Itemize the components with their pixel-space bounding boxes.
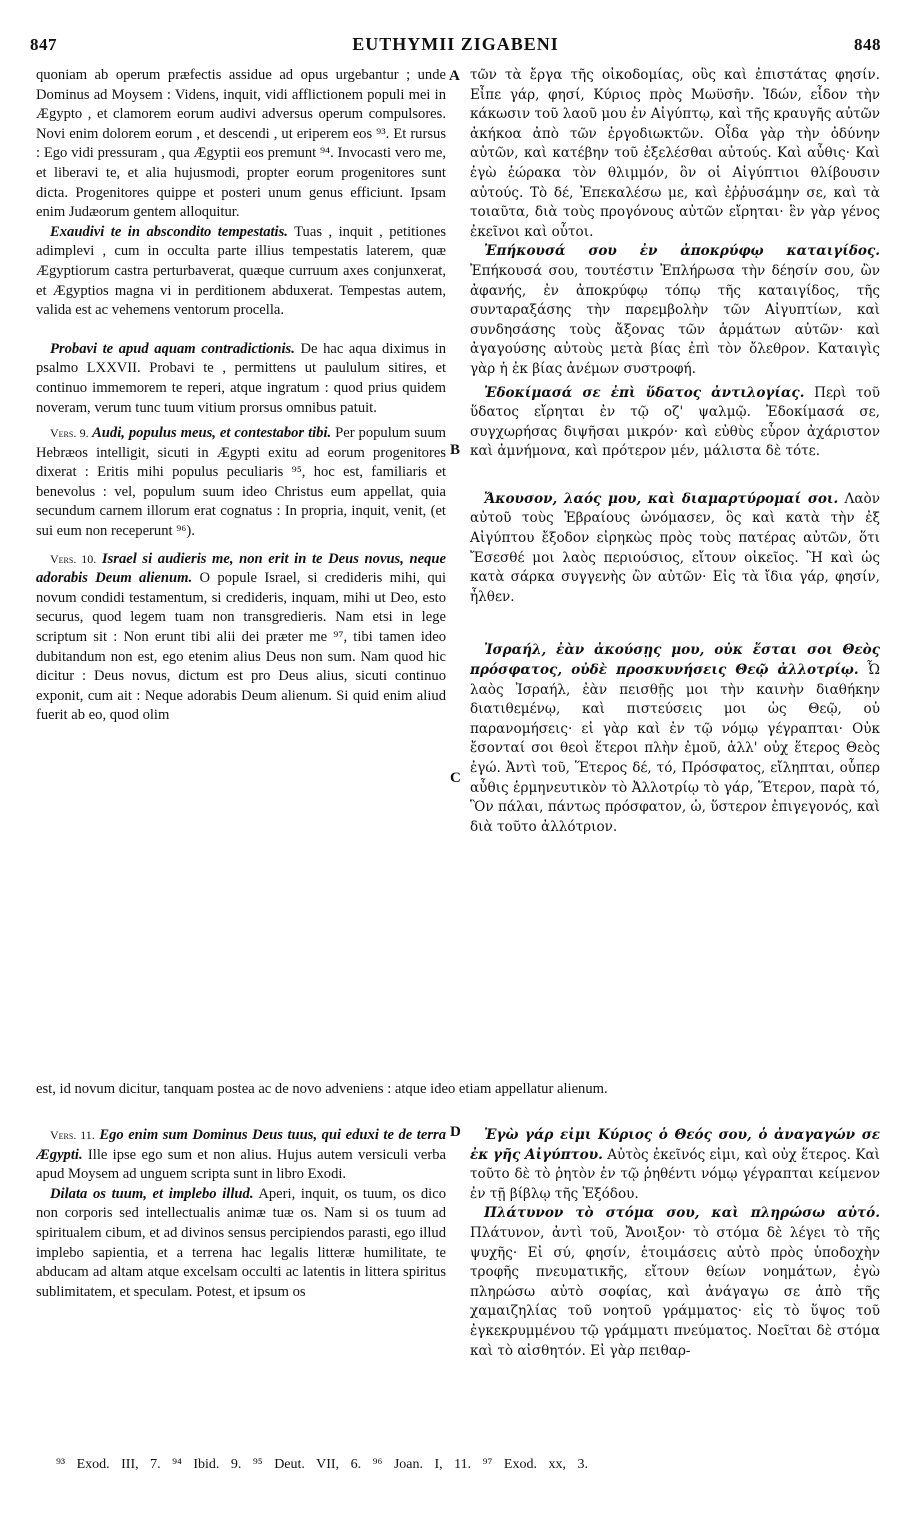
greek-column-upper xyxy=(470,66,880,1080)
greek-paragraph xyxy=(470,1126,880,1204)
running-title: EUTHYMII ZIGABENI xyxy=(352,34,559,54)
greek-lemma: Ἐγὼ γάρ εἰμι Κύριος ὁ Θεός σου, ὁ ἀναγαγών σε ἐκ γῆς Αἰγύπτου. xyxy=(470,1127,880,1163)
greek-paragraph xyxy=(470,1204,880,1361)
latin-commentary: Ille ipse ego sum et non alius. Hujus autem versiculi verba apud Moysem ad unguem scripta sunt in libro Exodi. xyxy=(36,1146,446,1183)
running-header xyxy=(30,34,881,60)
full-width-line: est, id novum dicitur, tanquam postea ac de novo adveniens : atque ideo etiam appellatur alienum. xyxy=(36,1081,608,1097)
latin-lemma: Ego enim sum Dominus Deus tuus, qui eduxi te de terra Ægypti. xyxy=(36,1127,446,1163)
verse-number: Vers. 10. xyxy=(50,551,97,566)
greek-commentary: Περὶ τοῦ ὕδατος εἴρηται ἐν τῷ οζ' ψαλμῷ. Ἐδοκίμασά σε, συγχωρήσας διψῆσαι μικρόν· καὶ εὐθὺς εὗρον ἀχάριστον καὶ ἀμνήμονα, καὶ πρότερον μέν, μάλιστα δὲ τότε. xyxy=(470,384,880,460)
left-page-number: 847 xyxy=(30,35,57,54)
greek-commentary: Αὐτὸς ἐκεῖνός εἰμι, καὶ οὐχ ἕτερος. Καὶ τοῦτο δὲ τὸ ῥητὸν ἐν τῷ ῥηθέντι νόμῳ γέγραπται κείμενον ἐν τῇ βίβλῳ τῆς Ἐξόδου. xyxy=(470,1146,880,1202)
latin-lemma: Exaudivi te in abscondito tempestatis. xyxy=(50,223,288,240)
latin-commentary: Aperi, inquit, os tuum, os dico non corporis sed intellectualis animæ tuæ os. Nam si os tuum ad spiritualem cibum, et ad divinos sensus percipiendos parasti, ego illud implebo sapientia, et a terrena hac legalis litteræ humilitate, te abducam ad altam atque excelsam occulti ac latentis in littera spiritus sublimitatem, et speculam. Potest, et ipsum os xyxy=(36,1185,446,1300)
latin-lemma: Dilata os tuum, et implebo illud. xyxy=(50,1185,254,1202)
footnotes: ⁹³ Exod. III, 7. ⁹⁴ Ibid. 9. ⁹⁵ Deut. VII, 6. ⁹⁶ Joan. I, 11. ⁹⁷ Exod. xx, 3. xyxy=(56,1457,588,1472)
latin-paragraph xyxy=(36,223,446,321)
right-page-number: 848 xyxy=(853,35,881,54)
latin-lemma: Audi, populus meus, et contestabor tibi. xyxy=(88,425,332,442)
latin-paragraph xyxy=(36,1185,446,1303)
latin-lemma: Israel si audieris me, non erit in te Deus novus, neque adorabis Deum alienum. xyxy=(36,550,446,587)
greek-lemma: Ἰσραήλ, ἐὰν ἀκούσῃς μου, οὐκ ἔσται σοι Θεὸς πρόσφατος, οὐδὲ προσκυνήσεις Θεῷ ἀλλοτρίῳ. xyxy=(470,642,880,679)
greek-commentary: Πλάτυνον, ἀντὶ τοῦ, Ἄνοιξον· τὸ στόμα δὲ λέγει τὸ τῆς ψυχῆς· Εἰ σύ, φησίν, ἑτοιμάσεις αὐτὸ πρὸς ὑποδοχὴν τροφῆς πνευματικῆς, εἴτουν θείων νοημάτων, ἐγὼ πληρώσω αὐτὸ σοφίας, καὶ ἀνάγαγω σε ἀπὸ τῆς χαμαιζηλίας τοῦ νοητοῦ γράμματος· εἰς τὸ ὕψος τοῦ ἐγκεκρυμμένου τῷ γράμματι πνεύματος. Νοεῖται δὲ στόμα καὶ τὸ αἰσθητόν. Εἰ γὰρ πειθαρ- xyxy=(470,1224,880,1359)
section-marker-d: D xyxy=(450,1124,461,1140)
latin-column-upper xyxy=(36,66,446,1080)
greek-paragraph xyxy=(470,490,880,608)
greek-paragraph xyxy=(470,384,880,462)
greek-lemma: Πλάτυνον τὸ στόμα σου, καὶ πληρώσω αὐτό. xyxy=(484,1205,880,1222)
greek-column-lower xyxy=(470,1126,880,1446)
greek-lemma: Ἐπήκουσά σου ἐν ἀποκρύφῳ καταιγίδος. xyxy=(484,243,880,260)
latin-paragraph xyxy=(36,1126,446,1185)
section-marker-a: A xyxy=(449,68,460,84)
latin-paragraph xyxy=(36,340,446,418)
latin-commentary: De hac aqua diximus in psalmo LXXVII. Probavi te , permittens ut paululum sitires, et continuo immemorem te reperi, atque ingratum : quod prius quidem noveram, verum tunc tuum vitium prorsus omnibus patuit. xyxy=(36,340,446,416)
greek-paragraph xyxy=(470,641,880,837)
greek-commentary: Ὦ λαὸς Ἰσραήλ, ἐὰν πεισθῇς μοι τὴν καινὴν διαθήκην διατιθεμένῳ, καὶ πιστεύσεις μοι ὡς Θεῷ, οὐ παρανομήσεις· εἰ γὰρ καὶ ἐν τῷ νόμῳ γέγραπται· Οὐκ ἔσονταί σοι θεοὶ ἕτεροι πλὴν ἐμοῦ, ἀλλ' οὐχ ἕτερος Θεὸς ἐγώ. Ἀντὶ τοῦ, Ἕτερος δέ, τό, Πρόσφατος, εἴληπται, οὗπερ αὖθις ἑρμηνευτικὸν τὸ Ἀλλοτρίῳ τὸ γάρ, Ἕτερον, παρὰ τό, Ὃν πάλαι, πάντως πρόσφατον, ὡ, ὕστερον ἐπιγεγονός, καὶ διὰ τοῦτο ἀλλότριον. xyxy=(470,662,880,835)
latin-column-lower xyxy=(36,1126,446,1446)
verse-number: Vers. 11. xyxy=(50,1128,95,1142)
greek-lemma: Ἄκουσον, λαός μου, καὶ διαμαρτύρομαί σοι. xyxy=(484,490,839,507)
greek-lemma: Ἐδοκίμασά σε ἐπὶ ὕδατος ἀντιλογίας. xyxy=(484,384,805,401)
greek-commentary: Ἐπήκουσά σου, τουτέστιν Ἐπλήρωσα τὴν δέησίν σου, ὢν ἀφανής, ἐν ἀποκρύφῳ τόπῳ τῆς καταιγίδος, τῆς συνταραξάσης τὴν παρεμβολὴν τῶν Αἰγυπτίων, καὶ συνδησάσης τοὺς ἄξονας τῶν ἁρμάτων αὐτῶν· καὶ ἀγαγούσης αὐτοὺς μετὰ βίας ἐπὶ τὸν ὄλεθρον. Καταιγὶς γὰρ ἡ ἐκ βίας ἀνέμων συστροφή. xyxy=(470,262,880,377)
latin-commentary: Per populum suum Hebræos intelligit, sicuti in Ægypti exitu ad eorum progenitores dixerat : Eritis mihi populus peculiaris ⁹⁵, hoc est, familiaris et benevolus : vel, populum suum ideo Christus eum appellat, quia secundum carnem illorum erat cognatus : In propria, inquit, venit, (et sui eum non receperunt ⁹⁶). xyxy=(36,425,446,540)
greek-commentary: Λαὸν αὐτοῦ τοὺς Ἑβραίους ὠνόμασεν, ὃς καὶ κατὰ τὴν ἐξ Αἰγύπτου ἔξοδον εἰρηκὼς πρὸς τοὺς πατέρας αὐτῶν, ὅτι Ἔσεσθέ μοι λαὸς περιούσιος, εἴτουν οἰκεῖος. Ἢ καὶ ὡς κατὰ σάρκα συγγενὴς ὢν αὐτῶν· Εἰς τὰ ἴδια γάρ, φησίν, ἦλθεν. xyxy=(470,490,880,605)
latin-commentary: Tuas , inquit , petitiones adimplevi , cum in occulta parte illius tempestatis laterem, quæ Ægyptiorum castra perturbaverat, quæque curruum axes conjunxerat, et Ægyptios magna vi in perditionem abduxerat. Tempestas autem, valida est ac vehemens ventorum procella. xyxy=(36,223,446,319)
section-marker-c: C xyxy=(450,770,461,786)
latin-paragraph xyxy=(36,550,446,726)
greek-paragraph: τῶν τὰ ἔργα τῆς οἰκοδομίας, οὓς καὶ ἐπιστάτας φησίν. Εἶπε γάρ, φησί, Κύριος πρὸς Μωϋσῆν. Ἰδών, εἶδον τὴν κάκωσιν τοῦ λαοῦ μου ἐν Αἰγύπτῳ, καὶ τῆς κραυγῆς αὐτῶν ἀκήκοα ἀπὸ τῶν ἐργοδιωκτῶν. Οἶδα γὰρ τὴν ὀδύνην αὐτῶν, καὶ κατέβην τοῦ ἐξελέσθαι αὐτούς. Καὶ αὖθις· Καὶ ἐγὼ ἑώρακα τὸν θλιμμόν, ὃν οἱ Αἰγύπτιοι θλίβουσιν αὐτούς. Τὸ δέ, Ἐπεκαλέσω με, καὶ ἐῤῥυσάμην σε, καὶ τὰ τοιαῦτα, διὰ τοὺς προγόνους αὐτῶν εἴρηται· ἓν γὰρ γένος ἐκεῖνοι καὶ οὗτοι. xyxy=(470,67,880,240)
section-marker-b: B xyxy=(450,442,461,458)
greek-paragraph xyxy=(470,242,880,379)
latin-paragraph: quoniam ab operum præfectis assidue ad opus urgebantur ; unde Dominus ad Moysem : Videns, inquit, vidi afflictionem populi mei in Ægypto , et clamorem eorum audivi adversus operum compulsores. Novi enim dolorem eorum , et descendi , ut eriperem eos ⁹³. Et rursus : Ego vidi pressuram , qua Ægyptii eos premunt ⁹⁴. Invocasti vero me, et liberavi te, et alia hujusmodi, propter eorum progenitores sunt dicta. Progenitores quippe et posteri unum genus efficiunt. Ipsam enim Judæorum gentem alloquitur. xyxy=(36,67,446,221)
verse-number: Vers. 9. xyxy=(50,426,89,441)
latin-paragraph xyxy=(36,424,446,542)
latin-lemma: Probavi te apud aquam contradictionis. xyxy=(50,340,295,357)
latin-commentary: O popule Israel, si credideris mihi, qui novum condidi testamentum, si credideris, inquam, mihi ut Deo, esto securus, quod legem tuam non transgredieris. Nam etsi in lege scriptum sit : Non erunt tibi alii dei præter me ⁹⁷, tibi tamen ideo dubitandum non est, ego etenim alius Deus non sum. Nam quod hic dicitur : Deus novus, dictum est pro Deus alius, sicuti continuo exponit, cum ait : Neque adorabis Deum alienum. Si quid enim aliud fuerit ab eo, quod olim xyxy=(36,570,446,724)
